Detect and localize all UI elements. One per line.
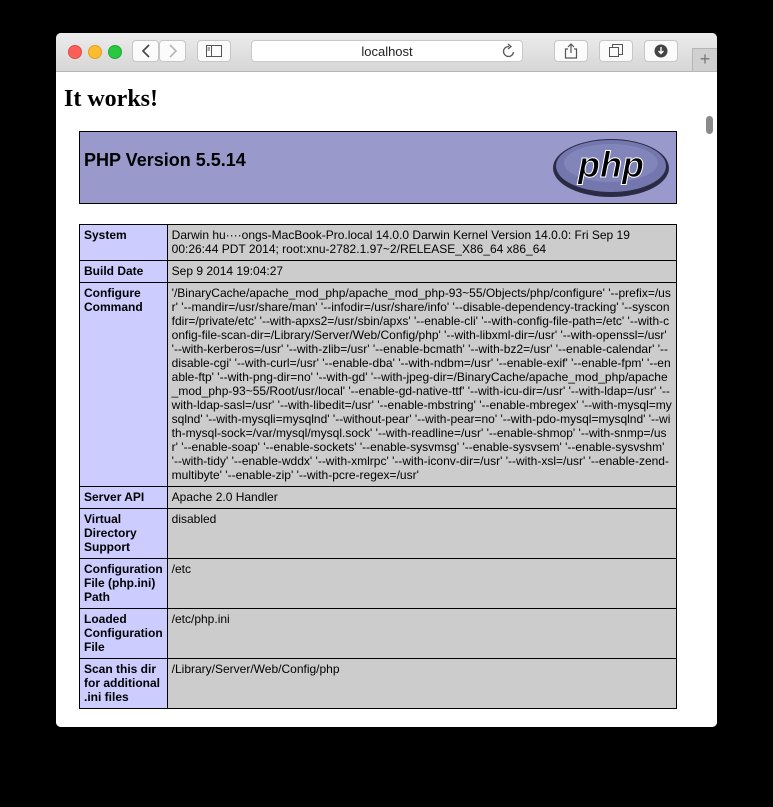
- row-label: Server API: [80, 487, 168, 509]
- sidebar-icon: [206, 45, 222, 57]
- table-row: [80, 609, 677, 659]
- row-label: Virtual Directory Support: [80, 509, 168, 559]
- row-value: '/BinaryCache/apache_mod_php/apache_mod_php-93~55/Objects/php/configure' '--prefix=/usr' '--mandir=/usr/share/man' '--infodir=/usr/share/info' '--disable-dependency-tracking' '--sysconfdir=/private/etc' '--with-apxs2=/usr/sbin/apxs' '--enable-cli' '--with-config-file-path=/etc' '--with-config-file-scan-dir=/Library/Server/Web/Config/php' '--with-libxml-dir=/usr' '--with-openssl=/usr' '--with-kerberos=/usr' '--with-zlib=/usr' '--enable-bcmath' '--with-bz2=/usr' '--enable-calendar' '--disable-cgi' '--with-curl=/usr' '--enable-dba' '--with-ndbm=/usr' '--enable-exif' '--enable-fpm' '--enable-ftp' '--with-png-dir=no' '--with-gd' '--with-jpeg-dir=/BinaryCache/apache_mod_php/apache_mod_php-93~55/Root/usr/local' '--enable-gd-native-ttf' '--with-icu-dir=/usr' '--with-ldap=/usr' '--with-ldap-sasl=/usr' '--with-libedit=/usr' '--enable-mbstring' '--enable-mbregex' '--with-mysql=mysqlnd' '--with-mysqli=mysqlnd' '--without-pear' '--with-pear=no' '--with-pdo-mysql=mysqlnd' '--with-mysql-sock=/var/mysql/mysql.sock' '--with-readline=/usr' '--enable-shmop' '--with-snmp=/usr' '--enable-soap' '--enable-sockets' '--enable-sysvmsg' '--enable-sysvsem' '--enable-sysvshm' '--with-tidy' '--enable-wddx' '--with-xmlrpc' '--with-iconv-dir=/usr' '--with-xsl=/usr' '--enable-zend-multibyte' '--enable-zip' '--with-pcre-regex=/usr': [167, 283, 676, 487]
- row-value: Apache 2.0 Handler: [167, 487, 676, 509]
- table-row: [80, 283, 677, 487]
- table-row: [80, 509, 677, 559]
- row-value: /Library/Server/Web/Config/php: [167, 659, 676, 709]
- forward-button[interactable]: [159, 40, 186, 62]
- table-row: [80, 659, 677, 709]
- tabs-overview-icon: [609, 44, 623, 58]
- reload-icon[interactable]: [502, 43, 516, 59]
- share-button[interactable]: [554, 40, 588, 62]
- table-row: [80, 225, 677, 261]
- back-button[interactable]: [132, 40, 159, 62]
- row-label: Configure Command: [80, 283, 168, 487]
- download-icon: [654, 44, 668, 58]
- plus-icon: +: [699, 49, 711, 69]
- row-value: Sep 9 2014 19:04:27: [167, 261, 676, 283]
- vertical-scrollbar[interactable]: [706, 116, 713, 134]
- row-value: disabled: [167, 509, 676, 559]
- row-value: /etc: [167, 559, 676, 609]
- downloads-button[interactable]: [644, 40, 678, 62]
- tabs-overview-button[interactable]: [599, 40, 633, 62]
- row-label: Configuration File (php.ini) Path: [80, 559, 168, 609]
- sidebar-button[interactable]: [197, 40, 231, 62]
- row-label: System: [80, 225, 168, 261]
- php-version-title: PHP Version 5.5.14: [84, 150, 246, 170]
- row-label: Build Date: [80, 261, 168, 283]
- row-value: /etc/php.ini: [167, 609, 676, 659]
- php-version-header: [79, 131, 677, 204]
- php-logo[interactable]: [551, 137, 671, 199]
- address-bar[interactable]: [251, 40, 523, 62]
- toolbar: [56, 33, 717, 72]
- php-info-table: [79, 224, 677, 709]
- web-page: [56, 72, 717, 727]
- url-text[interactable]: localhost: [361, 44, 413, 59]
- php-logo-text: php: [578, 144, 644, 185]
- share-icon: [564, 43, 578, 59]
- table-row: [80, 261, 677, 283]
- close-window-button[interactable]: [68, 45, 82, 59]
- new-tab-button[interactable]: [692, 48, 717, 71]
- chevron-right-icon: [168, 44, 178, 58]
- page-heading: It works!: [64, 86, 158, 112]
- row-value: Darwin hu····ongs-MacBook-Pro.local 14.0.0 Darwin Kernel Version 14.0.0: Fri Sep 19 00:26:44 PDT 2014; root:xnu-2782.1.97~2/RELEASE_X86_64 x86_64: [167, 225, 676, 261]
- browser-window: [56, 33, 717, 727]
- row-label: Scan this dir for additional .ini files: [80, 659, 168, 709]
- table-row: [80, 559, 677, 609]
- row-label: Loaded Configuration File: [80, 609, 168, 659]
- minimize-window-button[interactable]: [88, 45, 102, 59]
- zoom-window-button[interactable]: [108, 45, 122, 59]
- table-row: [80, 487, 677, 509]
- chevron-left-icon: [141, 44, 151, 58]
